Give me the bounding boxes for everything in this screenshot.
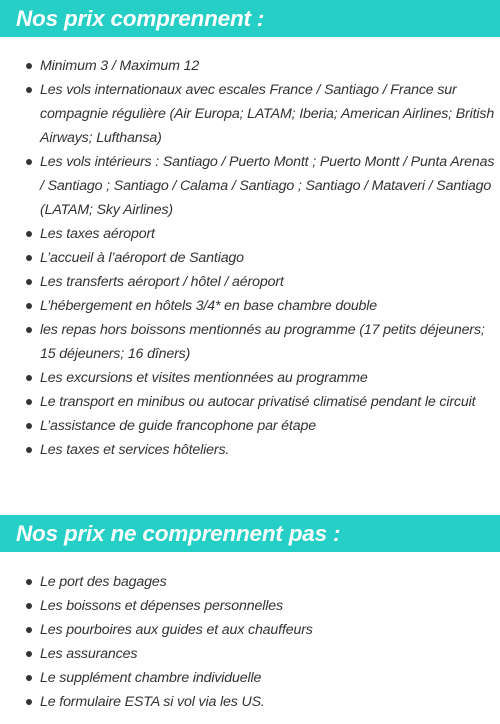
list-item-text: Les taxes aéroport [40,226,155,242]
list-item [0,390,500,414]
list-item [0,570,500,594]
bullet-icon [26,159,32,165]
bullet-icon [26,279,32,285]
list-item-text: L’assistance de guide francophone par étape [40,418,316,434]
list-item-text: Les assurances [40,646,138,662]
excluded-section-title: Nos prix ne comprennent pas : [0,515,500,552]
bullet-icon [26,231,32,237]
list-item [0,414,500,438]
bullet-icon [26,675,32,681]
list-item-text: les repas hors boissons mentionnés au programme (17 petits déjeuners; 15 déjeuners; 16 dîners) [40,322,485,362]
list-item-text: Le formulaire ESTA si vol via les US. [40,694,265,710]
list-item [0,246,500,270]
list-item [0,690,500,714]
list-item-text: Les vols internationaux avec escales France / Santiago / France sur compagnie régulière (Air Europa; LATAM; Iberia; American Airlines; British Airways; Lufthansa) [40,82,495,146]
list-item [0,150,500,222]
bullet-icon [26,579,32,585]
bullet-icon [26,327,32,333]
bullet-icon [26,603,32,609]
bullet-icon [26,63,32,69]
list-item [0,642,500,666]
list-item [0,366,500,390]
list-item-text: Le supplément chambre individuelle [40,670,262,686]
list-item-text: Les excursions et visites mentionnées au programme [40,370,368,386]
bullet-icon [26,447,32,453]
list-item [0,594,500,618]
excluded-section [0,515,500,714]
included-section-title: Nos prix comprennent : [0,0,500,37]
included-list [0,37,500,462]
list-item [0,294,500,318]
bullet-icon [26,375,32,381]
list-item [0,54,500,78]
list-item-text: Les transferts aéroport / hôtel / aéroport [40,274,284,290]
bullet-icon [26,423,32,429]
list-item-text: Les pourboires aux guides et aux chauffeurs [40,622,313,638]
list-item [0,270,500,294]
bullet-icon [26,699,32,705]
list-item-text: Le transport en minibus ou autocar privatisé climatisé pendant le circuit [40,394,476,410]
bullet-icon [26,627,32,633]
list-item-text: Les boissons et dépenses personnelles [40,598,283,614]
list-item [0,666,500,690]
list-item [0,78,500,150]
list-item [0,318,500,366]
bullet-icon [26,399,32,405]
list-item-text: Le port des bagages [40,574,167,590]
list-item-text: Minimum 3 / Maximum 12 [40,58,200,74]
bullet-icon [26,303,32,309]
list-item-text: Les vols intérieurs : Santiago / Puerto Montt ; Puerto Montt / Punta Arenas / Santiago ; Santiago / Calama / Santiago ; Santiago / Mataveri / Santiago (LATAM; Sky Airlines) [40,154,495,218]
list-item [0,618,500,642]
list-item [0,438,500,462]
list-item-text: L’hébergement en hôtels 3/4* en base chambre double [40,298,378,314]
bullet-icon [26,87,32,93]
list-item-text: L’accueil à l’aéroport de Santiago [40,250,244,266]
list-item-text: Les taxes et services hôteliers. [40,442,230,458]
bullet-icon [26,255,32,261]
bullet-icon [26,651,32,657]
excluded-list [0,552,500,714]
list-item [0,222,500,246]
